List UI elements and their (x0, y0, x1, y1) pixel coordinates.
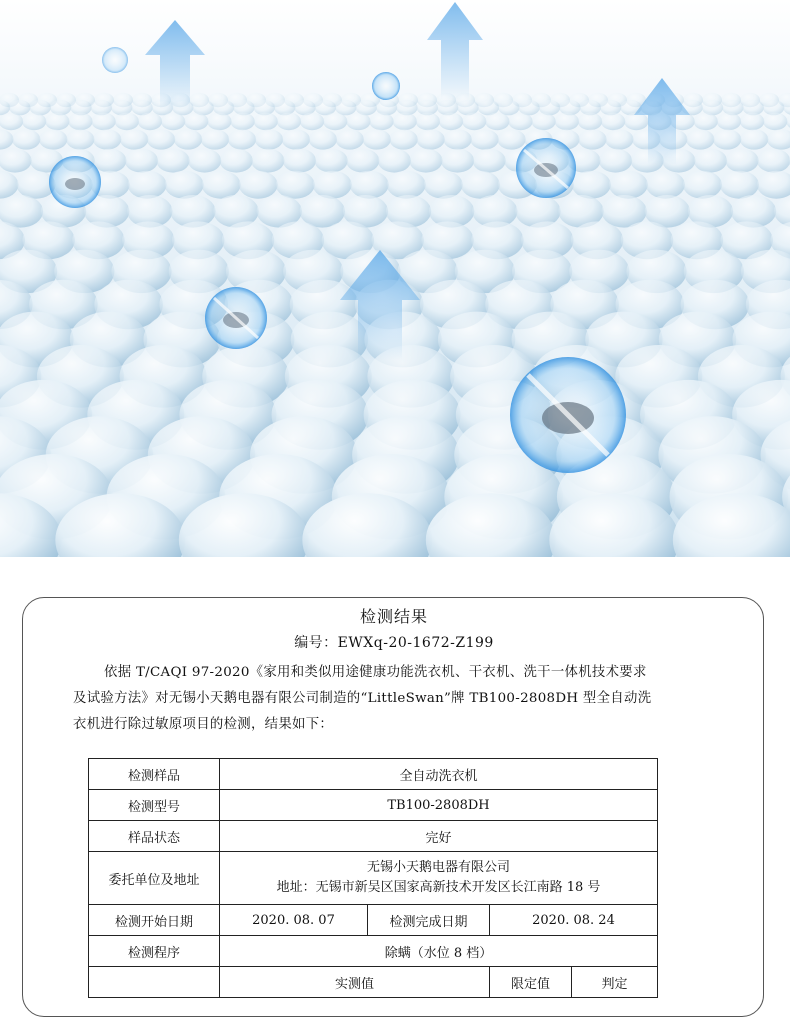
table-row (89, 852, 658, 905)
paragraph-line: 衣机进行除过敏原项目的检测，结果如下： (73, 712, 723, 738)
table-label: 检测完成日期 (368, 905, 490, 936)
table-label: 检测型号 (89, 790, 220, 821)
table-header: 判定 (572, 967, 658, 998)
client-cell (220, 852, 658, 905)
report-paragraph (73, 660, 723, 738)
result-table (88, 758, 658, 998)
table-value: 2020. 08. 24 (490, 905, 658, 936)
test-result-panel (22, 597, 764, 1017)
table-row (89, 821, 658, 852)
table-value: TB100-2808DH (220, 790, 658, 821)
table-label: 检测开始日期 (89, 905, 220, 936)
paragraph-line: 依据 T/CAQI 97-2020《家用和类似用途健康功能洗衣机、干衣机、洗干一体机技术要求 (73, 660, 723, 686)
table-row (89, 759, 658, 790)
report-code: 编号：EWXq-20-1672-Z199 (23, 632, 765, 652)
table-label: 样品状态 (89, 821, 220, 852)
paragraph-line: 及试验方法》对无锡小天鹅电器有限公司制造的“LittleSwan”牌 TB100-2808DH 型全自动洗 (73, 686, 723, 712)
table-label: 委托单位及地址 (89, 852, 220, 905)
table-value: 全自动洗衣机 (220, 759, 658, 790)
table-value: 2020. 08. 07 (220, 905, 368, 936)
table-row (89, 790, 658, 821)
table-value: 完好 (220, 821, 658, 852)
table-row (89, 936, 658, 967)
table-label: 检测程序 (89, 936, 220, 967)
client-name: 无锡小天鹅电器有限公司 (220, 858, 657, 878)
table-row (89, 905, 658, 936)
page-title: 检测结果 (23, 604, 765, 627)
table-value: 除螨（水位 8 档） (220, 936, 658, 967)
table-header: 限定值 (490, 967, 572, 998)
table-header: 实测值 (220, 967, 490, 998)
table-label: 检测样品 (89, 759, 220, 790)
client-address: 地址：无锡市新吴区国家高新技术开发区长江南路 18 号 (220, 878, 657, 898)
